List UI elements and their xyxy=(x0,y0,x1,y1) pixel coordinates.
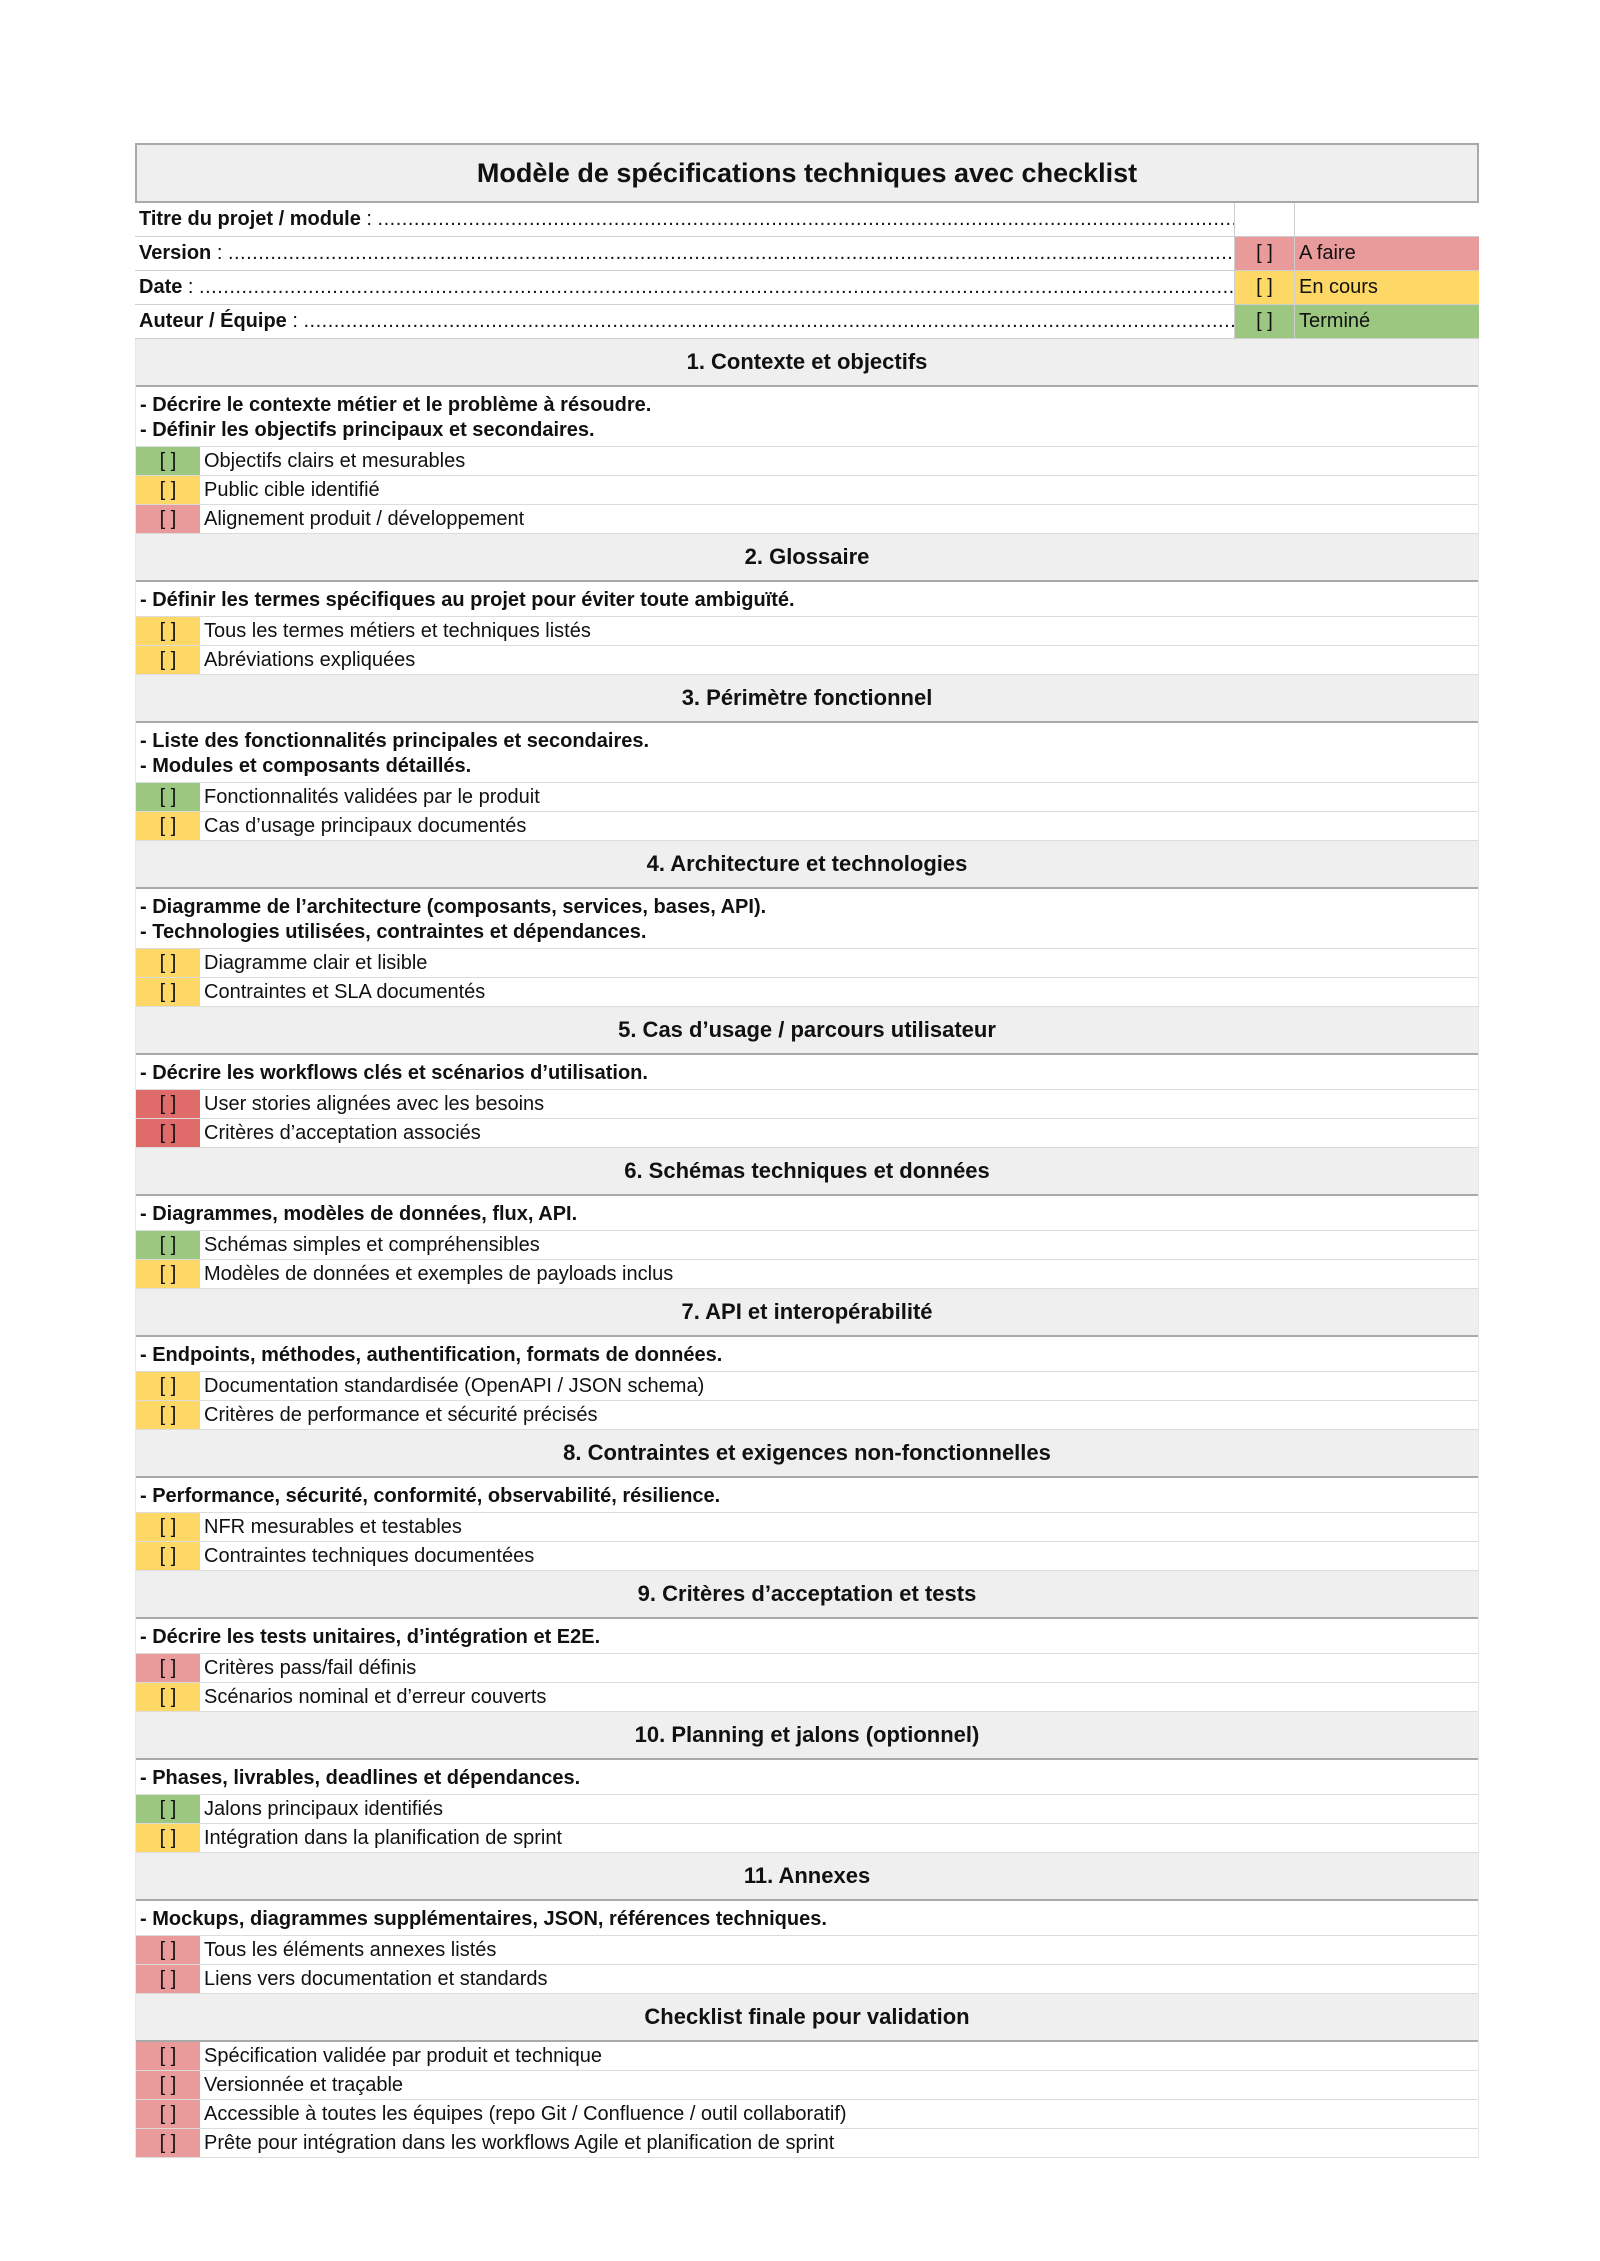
checklist-item-label: Jalons principaux identifiés xyxy=(204,1797,444,1820)
section-heading: 6. Schémas techniques et données xyxy=(136,1148,1478,1196)
section-description xyxy=(136,582,1478,617)
checkbox[interactable]: [ ] xyxy=(136,646,200,674)
meta-row-version xyxy=(135,237,1479,271)
checklist-item xyxy=(136,2100,1478,2129)
checkbox[interactable]: [ ] xyxy=(136,1654,200,1682)
legend-box-empty xyxy=(1235,203,1295,236)
meta-label: Date xyxy=(139,276,183,298)
description-line: - Liste des fonctionnalités principales et secondaires. xyxy=(140,730,650,752)
checklist-item xyxy=(136,978,1478,1007)
section xyxy=(135,1289,1479,1430)
section xyxy=(135,1430,1479,1571)
checklist-item-label: Modèles de données et exemples de payloads inclus xyxy=(204,1262,674,1285)
section-description xyxy=(136,1478,1478,1513)
checklist-item xyxy=(136,447,1478,476)
section-heading: 1. Contexte et objectifs xyxy=(136,339,1478,387)
meta-separator: : xyxy=(182,276,200,298)
spec-sheet xyxy=(135,143,1479,2158)
section-heading: 11. Annexes xyxy=(136,1853,1478,1901)
sections-container xyxy=(135,339,1479,2158)
legend-checkbox-in-progress: [ ] xyxy=(1235,271,1295,304)
checklist-item-label: Critères de performance et sécurité précisés xyxy=(204,1403,598,1426)
checklist-item-label: Contraintes et SLA documentés xyxy=(204,980,486,1003)
section-description xyxy=(136,1055,1478,1090)
fill-dots xyxy=(378,208,1234,231)
meta-block xyxy=(135,203,1479,339)
author-team-field[interactable] xyxy=(135,305,1235,338)
checkbox[interactable]: [ ] xyxy=(136,783,200,811)
section-description xyxy=(136,387,1478,447)
checklist-item xyxy=(136,646,1478,675)
checkbox[interactable]: [ ] xyxy=(136,2129,200,2157)
description-line: - Décrire le contexte métier et le problème à résoudre. xyxy=(140,394,652,416)
checkbox[interactable]: [ ] xyxy=(136,505,200,533)
legend-checkbox-done: [ ] xyxy=(1235,305,1295,338)
meta-separator: : xyxy=(286,310,304,332)
checklist-item-label: Prête pour intégration dans les workflows Agile et planification de sprint xyxy=(204,2131,835,2154)
checklist-item xyxy=(136,1683,1478,1712)
meta-row-project xyxy=(135,203,1479,237)
fill-dots xyxy=(199,276,1234,299)
section-description xyxy=(136,1760,1478,1795)
section xyxy=(135,339,1479,534)
checkbox[interactable]: [ ] xyxy=(136,1231,200,1259)
checkbox[interactable]: [ ] xyxy=(136,1090,200,1118)
legend-label-empty xyxy=(1295,203,1479,236)
checkbox[interactable]: [ ] xyxy=(136,2042,200,2070)
checklist-item-label: Accessible à toutes les équipes (repo Git / Confluence / outil collaboratif) xyxy=(204,2102,847,2125)
checklist-item-label: Diagramme clair et lisible xyxy=(204,951,428,974)
checklist-item-label: Abréviations expliquées xyxy=(204,648,416,671)
section-description xyxy=(136,889,1478,949)
section xyxy=(135,1994,1479,2158)
checklist-item xyxy=(136,783,1478,812)
meta-label: Titre du projet / module xyxy=(139,208,361,230)
description-line: - Performance, sécurité, conformité, observabilité, résilience. xyxy=(140,1485,721,1507)
checklist-item xyxy=(136,505,1478,534)
checkbox[interactable]: [ ] xyxy=(136,1795,200,1823)
checklist-item-label: Fonctionnalités validées par le produit xyxy=(204,785,540,808)
section-description xyxy=(136,1619,1478,1654)
checkbox[interactable]: [ ] xyxy=(136,949,200,977)
checklist-item-label: Schémas simples et compréhensibles xyxy=(204,1233,540,1256)
date-field[interactable] xyxy=(135,271,1235,304)
checklist-item xyxy=(136,1090,1478,1119)
meta-separator: : xyxy=(211,242,228,264)
checklist-item-label: Critères d’acceptation associés xyxy=(204,1121,481,1144)
checklist-item-label: Objectifs clairs et mesurables xyxy=(204,449,466,472)
checkbox[interactable]: [ ] xyxy=(136,1683,200,1711)
checklist-item xyxy=(136,1231,1478,1260)
checklist-item-label: Contraintes techniques documentées xyxy=(204,1544,535,1567)
description-line: - Définir les objectifs principaux et secondaires. xyxy=(140,419,595,441)
document-title: Modèle de spécifications techniques avec checklist xyxy=(135,143,1479,203)
checklist-item-label: NFR mesurables et testables xyxy=(204,1515,462,1538)
description-line: - Endpoints, méthodes, authentification, formats de données. xyxy=(140,1344,723,1366)
checklist-item-label: Documentation standardisée (OpenAPI / JSON schema) xyxy=(204,1374,705,1397)
checklist-item-label: Cas d’usage principaux documentés xyxy=(204,814,527,837)
checklist-item xyxy=(136,1824,1478,1853)
checklist-item-label: Spécification validée par produit et technique xyxy=(204,2044,603,2067)
checkbox[interactable]: [ ] xyxy=(136,617,200,645)
fill-dots xyxy=(228,242,1234,265)
checklist-item xyxy=(136,476,1478,505)
legend-label-done: Terminé xyxy=(1295,305,1479,338)
checklist-item xyxy=(136,1513,1478,1542)
meta-separator: : xyxy=(360,208,378,230)
checklist-item-label: User stories alignées avec les besoins xyxy=(204,1092,545,1115)
checklist-item-label: Tous les éléments annexes listés xyxy=(204,1938,497,1961)
section-description xyxy=(136,1196,1478,1231)
checklist-item-label: Critères pass/fail définis xyxy=(204,1656,417,1679)
section-description xyxy=(136,723,1478,783)
section-heading: 2. Glossaire xyxy=(136,534,1478,582)
section xyxy=(135,1853,1479,1994)
section xyxy=(135,1148,1479,1289)
checkbox[interactable]: [ ] xyxy=(136,2100,200,2128)
checkbox[interactable]: [ ] xyxy=(136,1119,200,1147)
checkbox[interactable]: [ ] xyxy=(136,1824,200,1852)
section xyxy=(135,534,1479,675)
section-heading: 8. Contraintes et exigences non-fonctionnelles xyxy=(136,1430,1478,1478)
meta-row-author xyxy=(135,305,1479,339)
checklist-item-label: Intégration dans la planification de sprint xyxy=(204,1826,563,1849)
description-line: - Décrire les workflows clés et scénarios d’utilisation. xyxy=(140,1062,648,1084)
section xyxy=(135,1007,1479,1148)
description-line: - Diagrammes, modèles de données, flux, API. xyxy=(140,1203,578,1225)
description-line: - Décrire les tests unitaires, d’intégration et E2E. xyxy=(140,1626,601,1648)
meta-row-date xyxy=(135,271,1479,305)
checkbox[interactable]: [ ] xyxy=(136,1513,200,1541)
section xyxy=(135,1571,1479,1712)
description-line: - Technologies utilisées, contraintes et dépendances. xyxy=(140,921,647,943)
section-description xyxy=(136,1901,1478,1936)
meta-label: Auteur / Équipe xyxy=(139,310,287,332)
checklist-item xyxy=(136,2129,1478,2158)
meta-label: Version xyxy=(139,242,212,264)
section-description xyxy=(136,1337,1478,1372)
description-line: - Diagramme de l’architecture (composants, services, bases, API). xyxy=(140,896,767,918)
section xyxy=(135,841,1479,1007)
checklist-item-label: Public cible identifié xyxy=(204,478,380,501)
checklist-item-label: Scénarios nominal et d’erreur couverts xyxy=(204,1685,547,1708)
checklist-item xyxy=(136,617,1478,646)
checkbox[interactable]: [ ] xyxy=(136,2071,200,2099)
section-heading: Checklist finale pour validation xyxy=(136,1994,1478,2042)
description-line: - Modules et composants détaillés. xyxy=(140,755,472,777)
checkbox[interactable]: [ ] xyxy=(136,1372,200,1400)
section xyxy=(135,1712,1479,1853)
checkbox[interactable]: [ ] xyxy=(136,1401,200,1429)
checklist-item xyxy=(136,1965,1478,1994)
legend-checkbox-todo: [ ] xyxy=(1235,237,1295,270)
checkbox[interactable]: [ ] xyxy=(136,1936,200,1964)
section xyxy=(135,675,1479,841)
checklist-item xyxy=(136,1372,1478,1401)
checkbox[interactable]: [ ] xyxy=(136,812,200,840)
checklist-item xyxy=(136,1260,1478,1289)
section-heading: 5. Cas d’usage / parcours utilisateur xyxy=(136,1007,1478,1055)
checkbox[interactable]: [ ] xyxy=(136,476,200,504)
checklist-item xyxy=(136,1795,1478,1824)
fill-dots xyxy=(303,310,1234,333)
section-heading: 7. API et interopérabilité xyxy=(136,1289,1478,1337)
checklist-item-label: Alignement produit / développement xyxy=(204,507,525,530)
checklist-item xyxy=(136,812,1478,841)
legend-label-todo: A faire xyxy=(1295,237,1479,270)
section-heading: 4. Architecture et technologies xyxy=(136,841,1478,889)
checklist-item xyxy=(136,1542,1478,1571)
legend-label-in-progress: En cours xyxy=(1295,271,1479,304)
checkbox[interactable]: [ ] xyxy=(136,978,200,1006)
checkbox[interactable]: [ ] xyxy=(136,1260,200,1288)
project-title-field[interactable] xyxy=(135,203,1235,236)
checklist-item xyxy=(136,949,1478,978)
section-heading: 3. Périmètre fonctionnel xyxy=(136,675,1478,723)
checklist-item-label: Tous les termes métiers et techniques listés xyxy=(204,619,591,642)
checkbox[interactable]: [ ] xyxy=(136,1965,200,1993)
checklist-item xyxy=(136,1119,1478,1148)
checklist-item xyxy=(136,1401,1478,1430)
description-line: - Phases, livrables, deadlines et dépendances. xyxy=(140,1767,581,1789)
description-line: - Mockups, diagrammes supplémentaires, JSON, références techniques. xyxy=(140,1908,827,1930)
checklist-item-label: Versionnée et traçable xyxy=(204,2073,404,2096)
section-heading: 10. Planning et jalons (optionnel) xyxy=(136,1712,1478,1760)
section-heading: 9. Critères d’acceptation et tests xyxy=(136,1571,1478,1619)
checklist-item xyxy=(136,1936,1478,1965)
checklist-item xyxy=(136,2042,1478,2071)
description-line: - Définir les termes spécifiques au projet pour éviter toute ambiguïté. xyxy=(140,589,795,611)
checklist-item xyxy=(136,1654,1478,1683)
checklist-item xyxy=(136,2071,1478,2100)
checklist-item-label: Liens vers documentation et standards xyxy=(204,1967,548,1990)
version-field[interactable] xyxy=(135,237,1235,270)
checkbox[interactable]: [ ] xyxy=(136,1542,200,1570)
checkbox[interactable]: [ ] xyxy=(136,447,200,475)
